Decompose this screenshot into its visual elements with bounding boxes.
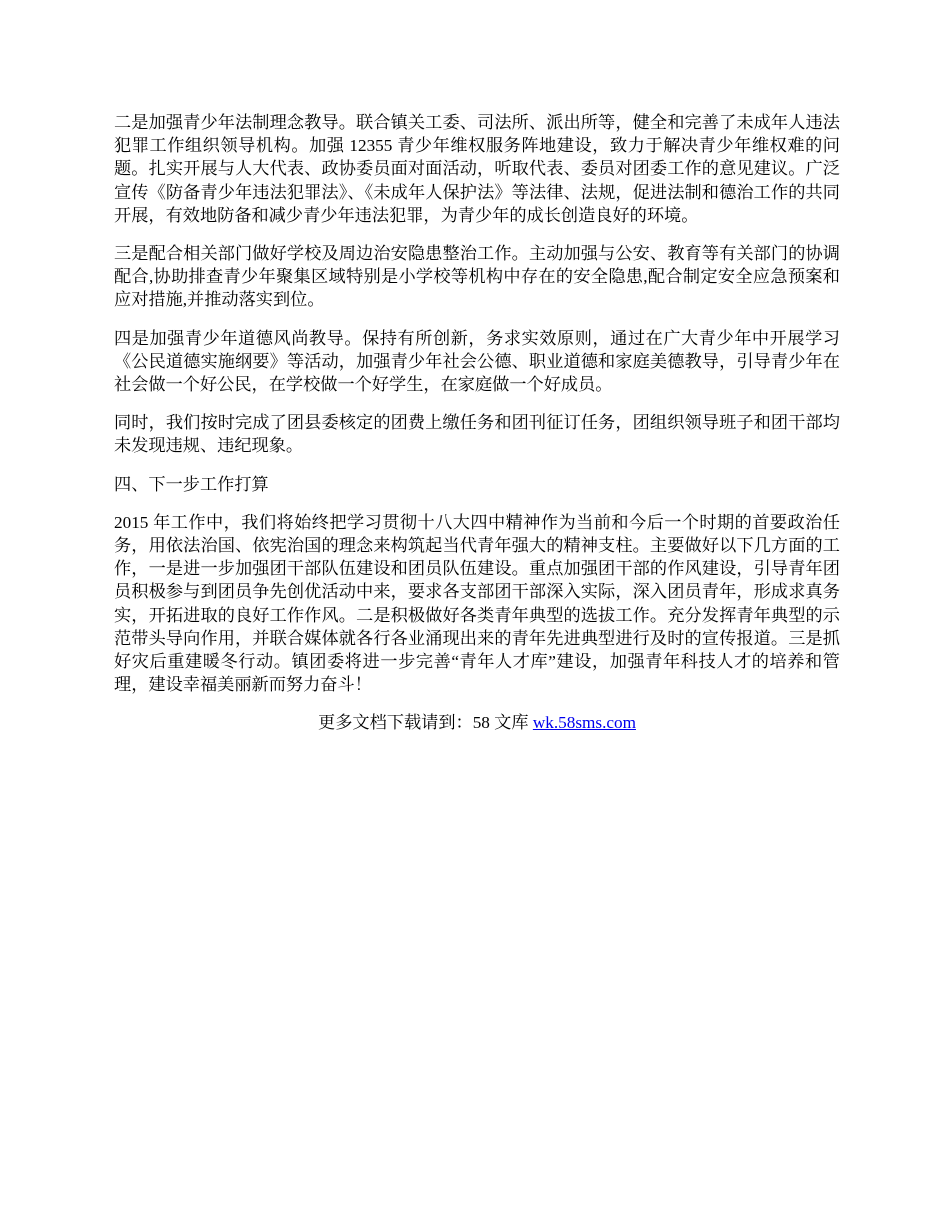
section-heading-next-steps: 四、下一步工作打算 — [114, 474, 269, 494]
download-footer — [114, 711, 840, 734]
paragraph-work-plan: 2015 年工作中，我们将始终把学习贯彻十八大四中精神作为当前和今后一个时期的首要政治任务，用依法治国、依宪治国的理念来构筑起当代青年强大的精神支柱。主要做好以下几方面的工作，一是进一步加强团干部队伍建设和团员队伍建设。重点加强团干部的作风建设，引导青年团员积极参与到团员争先创优活动中来，要求各支部团干部深入实际，深入团员青年，形成求真务实，开拓进取的良好工作作风。二是积极做好各类青年典型的选拔工作。充分发挥青年典型的示范带头导向作用，并联合媒体就各行各业涌现出来的青年先进典型进行及时的宣传报道。三是抓好灾后重建暖冬行动。镇团委将进一步完善“青年人才库”建设，加强青年科技人才的培养和管理，建设幸福美丽新而努力奋斗！ — [114, 512, 840, 695]
paragraph-legal-education: 二是加强青少年法制理念教导。联合镇关工委、司法所、派出所等，健全和完善了未成年人违法犯罪工作组织领导机构。加强 12355 青少年维权服务阵地建设，致力于解决青少年维权难的问题。扎实开展与人大代表、政协委员面对面活动，听取代表、委员对团委工作的意见建议。广泛宣传《防备青少年违法犯罪法》、《未成年人保护法》等法律、法规，促进法制和德治工作的共同开展，有效地防备和减少青少年违法犯罪，为青少年的成长创造良好的环境。 — [114, 113, 840, 225]
paragraph-moral-education: 四是加强青少年道德风尚教导。保持有所创新，务求实效原则，通过在广大青少年中开展学习《公民道德实施纲要》等活动，加强青少年社会公德、职业道德和家庭美德教导，引导青少年在社会做一个好公民，在学校做一个好学生，在家庭做一个好成员。 — [114, 328, 840, 395]
footer-download-link[interactable]: wk.58sms.com — [532, 713, 636, 733]
footer-prefix-text: 更多文档下载请到：58 文库 — [318, 713, 533, 733]
paragraph-school-safety: 三是配合相关部门做好学校及周边治安隐患整治工作。主动加强与公安、教育等有关部门的协调配合,协助排查青少年聚集区域特别是小学校等机构中存在的安全隐患,配合制定安全应急预案和应对措施,并推动落实到位。 — [114, 244, 840, 310]
paragraph-dues-completion: 同时，我们按时完成了团县委核定的团费上缴任务和团刊征订任务，团组织领导班子和团干部均未发现违规、违纪现象。 — [114, 413, 840, 456]
document-body — [114, 111, 840, 735]
